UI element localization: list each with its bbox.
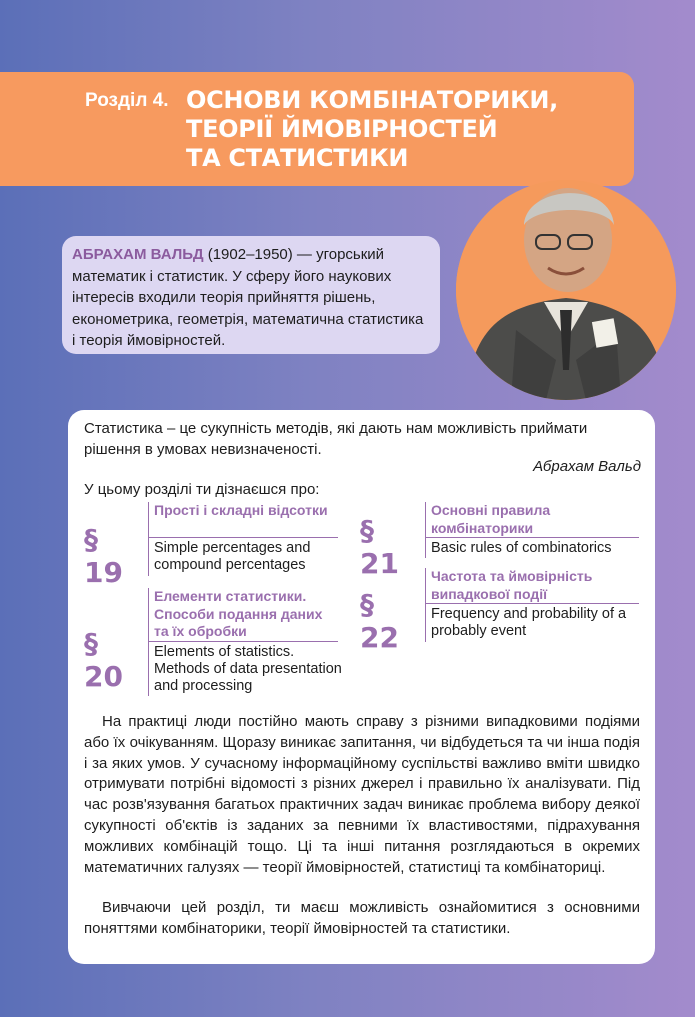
section-title-uk: Основні правила комбінаторики — [425, 502, 639, 538]
intro-text: У цьому розділі ти дізнаєшся про: — [84, 481, 320, 498]
chapter-label: Розділ 4. — [85, 90, 169, 111]
body-paragraph: Вивчаючи цей розділ, ти маєш можливість ознайомитися з основними поняттями комбінаторики, теорії ймовірностей та статистики. — [84, 899, 640, 937]
bio-box — [62, 236, 440, 354]
section-title-uk: Елементи статистики. Способи подання даних та їх обробки — [148, 588, 338, 642]
bio-name: АБРАХАМ ВАЛЬД — [72, 246, 204, 263]
portrait-photo — [456, 180, 676, 400]
section-title-en: Simple percentages and compound percentages — [154, 540, 311, 573]
section-number: § 21 — [360, 514, 399, 580]
bio-text: (1902–1950) — угорський математик і статистик. У сферу його наукових інтересів входили теорія прийняття рішень, економетрика, геометрія, математична статистика і теорія ймовірностей. — [72, 246, 424, 349]
section-number: § 22 — [360, 588, 399, 654]
content-card — [68, 410, 655, 964]
section-number: § 20 — [84, 627, 123, 693]
section-title-en: Basic rules of combinatorics — [431, 540, 612, 556]
section-title-en: Elements of statistics. Methods of data presentation and processing — [154, 644, 342, 694]
section-number: § 19 — [84, 523, 123, 589]
chapter-title-line: ТА СТАТИСТИКИ — [186, 144, 409, 172]
chapter-title-line: ТЕОРІЇ ЙМОВІРНОСТЕЙ — [186, 115, 498, 143]
section-title-uk: Частота та ймовірність випадкової події — [425, 568, 639, 604]
chapter-title-line: ОСНОВИ КОМБІНАТОРИКИ, — [186, 86, 558, 114]
section-title-uk: Прості і складні відсотки — [148, 502, 338, 538]
body-paragraph: На практиці люди постійно мають справу з різними випадковими подіями або їх очікуванням. Щоразу виникає запитання, чи відбудеться та чи інша подія і за яких умов. У сучасному інформаційному суспільстві важливо вміти швидко отримувати потрібні відомості з різних джерел і правильно їх аналізувати. Під час розв'язування багатьох практичних задач виникає проблема вибору деякої сукупності об'єктів із заданих за певними їх властивостями, підрахування можливих комбінацій тощо. Ці та інші питання розглядаються в окремих математичних галузях — теорії ймовірностей, статистиці та комбінаториці. — [84, 713, 640, 876]
quote-text: Статистика – це сукупність методів, які дають нам можливість приймати рішення в умовах невизначеності. — [84, 420, 588, 458]
section-title-en: Frequency and probability of a probably event — [431, 606, 627, 639]
chapter-banner — [0, 72, 634, 186]
chapter-title — [186, 86, 558, 173]
quote-author: Абрахам Вальд — [533, 458, 641, 475]
